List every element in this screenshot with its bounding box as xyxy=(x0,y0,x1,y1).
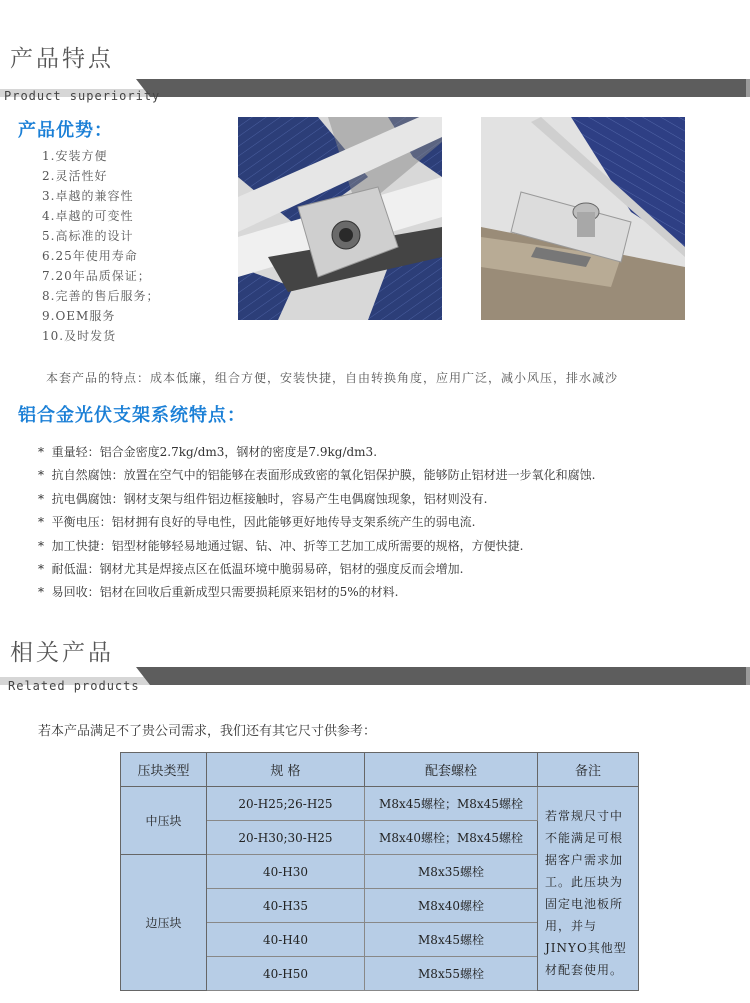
list-item: * 抗电偶腐蚀：钢材支架与组件铝边框接触时，容易产生电偶腐蚀现象，铝材则没有. xyxy=(38,491,488,506)
table-header: 配套螺栓 xyxy=(365,753,538,787)
table-header: 压块类型 xyxy=(121,753,207,787)
list-item: 10.及时发货 xyxy=(42,329,117,343)
spec-cell: 20-H25;26-H25 xyxy=(207,787,365,821)
section-subtitle-features: Product superiority xyxy=(4,89,161,103)
spec-cell: 40-H50 xyxy=(207,957,365,991)
note-cell: 若常规尺寸中不能满足可根据客户需求加工。此压块为固定电池板所用，并与JINYO其他型材配套使用。 xyxy=(538,787,639,991)
advantages-heading: 产品优势： xyxy=(18,120,113,141)
aluminum-heading: 铝合金光伏支架系统特点： xyxy=(18,405,246,426)
list-item: 1.安装方便 xyxy=(42,149,108,163)
list-item: * 抗自然腐蚀：放置在空气中的铝能够在表面形成致密的氧化铝保护膜，能够防止铝材进一步氧化和腐蚀. xyxy=(38,468,596,483)
bolt-cell: M8x55螺栓 xyxy=(365,957,538,991)
clamp-type-cell: 中压块 xyxy=(121,787,207,855)
list-item: 2.灵活性好 xyxy=(42,169,108,183)
table-header: 备注 xyxy=(538,753,639,787)
bolt-cell: M8x40螺栓 xyxy=(365,889,538,923)
bolt-cell: M8x45螺栓 xyxy=(365,923,538,957)
list-item: 4.卓越的可变性 xyxy=(42,209,134,223)
list-item: * 重量轻：铝合金密度2.7kg/dm3，钢材的密度是7.9kg/dm3. xyxy=(38,445,378,459)
section-title-features: 产品特点 xyxy=(10,46,114,72)
spec-cell: 40-H30 xyxy=(207,855,365,889)
product-photo-end-clamp xyxy=(481,117,685,320)
section-subtitle-related: Related products xyxy=(8,679,140,693)
size-table xyxy=(120,752,639,991)
bolt-cell: M8x35螺栓 xyxy=(365,855,538,889)
list-item: * 易回收：铝材在回收后重新成型只需要损耗原来铝材的5%的材料. xyxy=(38,585,399,600)
list-item: * 耐低温：钢材尤其是焊接点区在低温环境中脆弱易碎，铝材的强度反而会增加. xyxy=(38,561,464,576)
list-item: 8.完善的售后服务； xyxy=(42,289,160,303)
spec-cell: 40-H40 xyxy=(207,923,365,957)
list-item: * 加工快捷：铝型材能够轻易地通过锯、钻、冲、折等工艺加工成所需要的规格，方便快捷. xyxy=(38,538,524,553)
spec-cell: 20-H30;30-H25 xyxy=(207,821,365,855)
table-header: 规 格 xyxy=(207,753,365,787)
spec-cell: 40-H35 xyxy=(207,889,365,923)
product-photo-mid-clamp xyxy=(238,117,442,320)
product-summary: 本套产品的特点：成本低廉，组合方便，安装快捷，自由转换角度，应用广泛，减小风压，排水减沙 xyxy=(46,371,619,385)
advantages-list xyxy=(42,148,159,348)
aluminum-feature-list xyxy=(38,444,595,608)
related-intro: 若本产品满足不了贵公司需求，我们还有其它尺寸供参考： xyxy=(38,724,377,739)
bolt-cell: M8x40螺栓；M8x45螺栓 xyxy=(365,821,538,855)
bolt-cell: M8x45螺栓；M8x45螺栓 xyxy=(365,787,538,821)
list-item: 5.高标准的设计 xyxy=(42,229,134,243)
section-title-related: 相关产品 xyxy=(10,640,114,666)
list-item: 3.卓越的兼容性 xyxy=(42,189,134,203)
list-item: 9.OEM服务 xyxy=(42,309,116,323)
list-item: 6.25年使用寿命 xyxy=(42,249,138,263)
clamp-type-cell: 边压块 xyxy=(121,855,207,991)
list-item: 7.20年品质保证； xyxy=(42,269,151,283)
list-item: * 平衡电压：铝材拥有良好的导电性，因此能够更好地传导支架系统产生的弱电流. xyxy=(38,515,476,530)
table-row xyxy=(121,787,639,821)
